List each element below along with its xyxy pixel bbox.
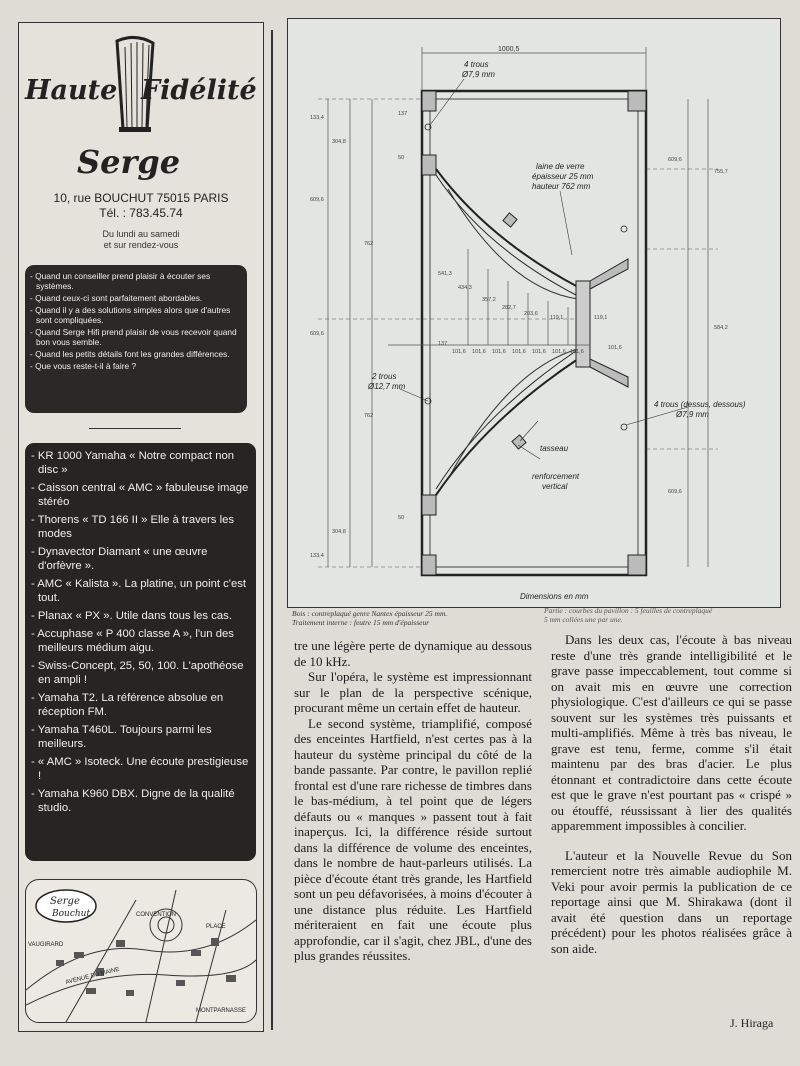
caption-line: Bois : contreplaqué genre Nantex épaisseur 25 mm. bbox=[292, 609, 448, 618]
list-item: - Quand Serge Hifi prend plaisir de vous recevoir quand bon vous semble. bbox=[30, 327, 237, 347]
units-label: Dimensions en mm bbox=[520, 592, 589, 601]
holes-top-label: Ø7,9 mm bbox=[462, 70, 495, 79]
list-item: - Yamaha K960 DBX. Digne de la qualité studio. bbox=[31, 788, 235, 814]
map-label: MONTPARNASSE bbox=[196, 1008, 246, 1014]
list-item: - Que vous reste-t-il à faire ? bbox=[30, 361, 137, 371]
map-label-serge: Serge bbox=[50, 896, 80, 907]
dim-label: 101,6 bbox=[452, 349, 466, 355]
dim-label: 762 bbox=[364, 241, 374, 247]
brand-line-1: Haute bbox=[25, 75, 118, 106]
hours-line: Du lundi au samedi bbox=[102, 229, 180, 239]
map-drawing bbox=[26, 880, 256, 1022]
hours-line: et sur rendez-vous bbox=[103, 240, 179, 250]
list-item: - Caisson central « AMC » fabuleuse image stéréo bbox=[31, 482, 249, 508]
dim-label: 755,7 bbox=[714, 169, 728, 175]
dim-label: 133,4 bbox=[310, 115, 324, 121]
map-label: CONVENTION bbox=[136, 912, 177, 918]
dim-label: 119,1 bbox=[594, 315, 608, 321]
dim-label: 119,1 bbox=[550, 315, 564, 321]
map-label: AVENUE DU MAINE bbox=[65, 966, 121, 986]
holes-bottom-label: Ø7,9 mm bbox=[676, 410, 709, 419]
list-item: - Swiss-Concept, 25, 50, 100. L'apothéose en ampli ! bbox=[31, 660, 244, 686]
dim-label: 101,6 bbox=[552, 349, 566, 355]
enclosure-drawing bbox=[288, 19, 780, 607]
diagram-caption-right bbox=[544, 606, 789, 624]
list-item: - Quand un conseiller prend plaisir à écouter ses systèmes. bbox=[30, 271, 211, 291]
dim-label: 609,6 bbox=[310, 331, 324, 337]
insulation-label: laine de verre bbox=[536, 162, 585, 171]
dim-label: 137 bbox=[438, 341, 448, 347]
dim-label: 434,3 bbox=[458, 285, 472, 291]
dim-label: 133,4 bbox=[310, 553, 324, 559]
dim-label: 101,6 bbox=[608, 345, 622, 351]
list-item: - Yamaha T460L. Toujours parmi les meilleurs. bbox=[31, 724, 212, 750]
holes-bottom-label: 4 trous (dessus, dessous) bbox=[654, 400, 746, 409]
dim-label: 101,6 bbox=[570, 349, 584, 355]
article-column-right bbox=[551, 632, 792, 956]
article-paragraph: Dans les deux cas, l'écoute à bas niveau reste d'une très grande intelligibilité et le grave passe impeccablement, tout comme si on avait mis en œuvre une correction physiologique. C'est d'ailleurs ce qui se passe souvent sur les systèmes très puissants et multi-amplifiés. Même à très bas niveau, le grave est tenu, ferme, comme s'il était maintenu par des bras d'acier. Le plus étonnant et contradictoire dans cette écoute est que le grave n'est pourtant pas « crispé » ou étouffé, réussissant à lier des qualités apparemment impossibles à concilier. bbox=[551, 632, 792, 833]
location-map bbox=[25, 879, 257, 1023]
divider bbox=[89, 428, 181, 429]
list-item: - KR 1000 Yamaha « Notre compact non disc » bbox=[31, 450, 235, 476]
list-item: - Quand les petits détails font les grandes différences. bbox=[30, 349, 230, 359]
caption-line: Traitement interne : feutre 15 mm d'épaisseur bbox=[292, 618, 430, 627]
list-item: - Accuphase « P 400 classe A », l'un des meilleurs médium aigu. bbox=[31, 628, 234, 654]
dim-label: 1000,5 bbox=[498, 46, 520, 53]
map-label: PLACE bbox=[206, 924, 226, 930]
dim-label: 357,2 bbox=[482, 297, 496, 303]
speaker-diagram bbox=[287, 18, 781, 608]
article-paragraph: L'auteur et la Nouvelle Revue du Son remercient notre très aimable audiophile M. Veki pour avoir permis la publication de ce reportage ainsi que M. Shirakawa (dont il avait été question dans un reportage précédent) pour les photos réalisées grâce à son aide. bbox=[551, 847, 792, 956]
holes-mid-label: 2 trous bbox=[372, 372, 397, 381]
map-label-bouchut: Bouchut bbox=[52, 909, 91, 919]
dim-label: 50 bbox=[398, 155, 405, 161]
list-item: - Yamaha T2. La référence absolue en réception FM. bbox=[31, 692, 224, 718]
dim-label: 541,3 bbox=[438, 271, 452, 277]
reinforcement-label: renforcement bbox=[532, 472, 580, 481]
diagram-caption-left bbox=[292, 609, 542, 627]
dim-label: 101,6 bbox=[492, 349, 506, 355]
dim-label: 304,8 bbox=[332, 139, 346, 145]
column-rule bbox=[271, 30, 273, 1030]
dim-label: 609,6 bbox=[668, 157, 682, 163]
list-item: - Planax « PX ». Utile dans tous les cas. bbox=[31, 610, 232, 622]
article-paragraph: tre une légère perte de dynamique au dessous de 10 kHz. bbox=[294, 638, 532, 669]
list-item: - « AMC » Isoteck. Une écoute prestigieuse ! bbox=[31, 756, 249, 782]
map-label: VAUGIRARD bbox=[28, 942, 64, 948]
dim-label: 609,6 bbox=[310, 197, 324, 203]
batten-label: tasseau bbox=[540, 444, 569, 453]
article-paragraph: Sur l'opéra, le système est impressionnant sur le plan de la perspective scénique, procurant même un certain effet de hauteur. bbox=[294, 669, 532, 715]
brand-line-2: Fidélité bbox=[141, 75, 257, 106]
holes-top-label: 4 trous bbox=[464, 60, 489, 69]
dim-label: 101,6 bbox=[532, 349, 546, 355]
dim-label: 762 bbox=[364, 413, 374, 419]
shop-phone: Tél. : 783.45.74 bbox=[99, 206, 183, 220]
insulation-label: hauteur 762 mm bbox=[532, 182, 591, 191]
dim-label: 304,8 bbox=[332, 529, 346, 535]
ad-box-products bbox=[25, 443, 256, 861]
list-item: - Quand il y a des solutions simples alors que d'autres sont compliquées. bbox=[30, 305, 231, 325]
dim-label: 50 bbox=[398, 515, 405, 521]
article-paragraph: Le second système, triamplifié, composé des enceintes Hartfield, n'est certes pas à la hauteur du système principal du côté de la bande passante. Par contre, le pavillon replié frontal est d'une rare richesse de timbres dans le bas-médium, à tel point que de légers défauts ou « manques » passent tout à fait inaperçus. Ici, la différence réside surtout dans la différence de volume des enceintes, dans le nombre de haut-parleurs utilisés. La pièce d'écoute étant très grande, les Hartfield sont un peu défavorisées, à moins d'écouter à une distance plus réduite. Les Hartfield mériteraient en fait une écoute plus approfondie, car il s'agit, chez JBL, d'une des plus grandes réussites. bbox=[294, 715, 532, 963]
ad-box-reasons bbox=[25, 265, 247, 413]
dim-label: 101,6 bbox=[472, 349, 486, 355]
dim-label: 101,6 bbox=[512, 349, 526, 355]
opening-hours bbox=[19, 229, 263, 251]
caption-line: Partie : courbes du pavillon : 5 feuilles de contreplaqué bbox=[544, 606, 713, 615]
list-item: - Quand ceux-ci sont parfaitement abordables. bbox=[30, 293, 203, 303]
dim-label: 609,6 bbox=[668, 489, 682, 495]
author-signature: J. Hiraga bbox=[730, 1016, 774, 1030]
list-item: - Thorens « TD 166 II » Elle à travers les modes bbox=[31, 514, 235, 540]
dim-label: 137 bbox=[398, 111, 408, 117]
brand-line-3: Serge bbox=[77, 143, 181, 181]
list-item: - Dynavector Diamant « une œuvre d'orfèvre ». bbox=[31, 546, 208, 572]
advertisement bbox=[18, 22, 264, 1032]
insulation-label: épaisseur 25 mm bbox=[532, 172, 594, 181]
dim-label: 584,2 bbox=[714, 325, 728, 331]
dim-label: 203,6 bbox=[524, 311, 538, 317]
shop-address: 10, rue BOUCHUT 75015 PARIS bbox=[53, 191, 229, 205]
caption-line: 5 mm collées une par une. bbox=[544, 615, 623, 624]
reinforcement-label: vertical bbox=[542, 482, 568, 491]
dim-label: 282,7 bbox=[502, 305, 516, 311]
list-item: - AMC « Kalista ». La platine, un point c'est tout. bbox=[31, 578, 247, 604]
article-column-left bbox=[294, 638, 532, 964]
holes-mid-label: Ø12,7 mm bbox=[368, 382, 406, 391]
